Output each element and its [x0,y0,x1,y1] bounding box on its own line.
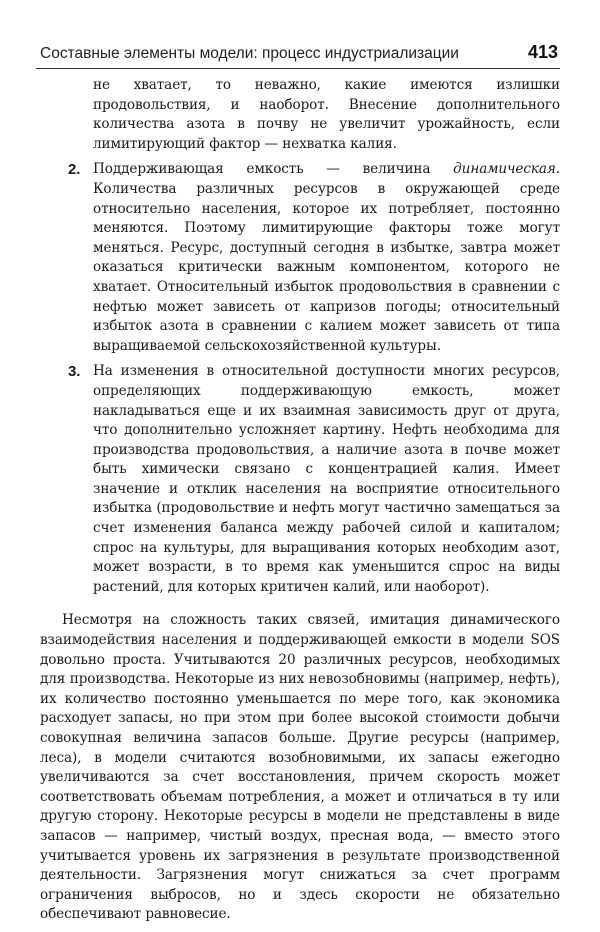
list-item-body: Количества различных ресурсов в окружающей среде относительно населения, которое их потребляет, постоянно меняются. Поэтому лимитирующие факторы тоже могут меняться. Ресурс, доступный сегодня в избытке, завтра может оказаться критически важным компонентом, которого не хватает. Относительный избыток продовольствия в сравнении с нефтью может зависеть от капризов погоды; относительный избыток азота в сравнении с калием может зависеть от типа выращиваемой сельскохозяйственной культуры. [93,180,560,354]
body-text [40,76,560,925]
running-title: Составные элементы модели: процесс индустриализации [40,45,459,62]
emphasis-text: динамическая. [453,161,560,178]
list-number: 3. [68,363,81,381]
list-item-2 [40,160,560,356]
list-item-3 [40,362,560,597]
page-number: 413 [527,42,558,62]
list-item-text [93,160,560,356]
body-paragraph: Несмотря на сложность таких связей, имитация динамического взаимодействия населения и поддерживающей емкости в модели SOS довольно проста. Учитываются 20 различных ресурсов, необходимых для производства. Некоторые из них невозобновимы (например, нефть), их количество постоянно уменьшается по мере того, как экономика расходует запасы, но при этом при более высокой стоимости добычи совокупная величина запасов больше. Другие ресурсы (например, леса), в модели считаются возобновимыми, их запасы ежегодно увеличиваются за счет восстановления, причем скорость может соответствовать объемам потребления, а может и отличаться в ту или другую сторону. Некоторые ресурсы в модели не представлены в виде запасов — например, чистый воздух, пресная вода, — вместо этого учитывается уровень их загрязнения в результате производственной деятельности. Загрязнения могут снижаться за счет программ ограничения выбросов, но и здесь скорости не обязательно обеспечивают равновесие. [40,612,560,923]
list-item-text [93,362,560,597]
list-number: 2. [68,161,81,179]
list-item-lead: Поддерживающая емкость — величина [93,161,454,178]
page-header [36,42,560,69]
list-item-body: На изменения в относительной доступности многих ресурсов, определяющих поддерживающую емкость, может накладываться еще и их взаимная зависимость друг от друга, что дополнительно усложняет картину. Нефть необходима для производства продовольствия, а наличие азота в почве может быть химически связано с концентрацией калия. Имеет значение и отклик населения на восприятие относительного избытка (продовольствие и нефть могут частично замещаться за счет изменения баланса между рабочей силой и капиталом; спрос на культуры, для выращивания которых необходим азот, может возрасти, в то время как уменьшится спрос на виды растений, для которых критичен калий, или наоборот). [93,363,560,595]
list-continuation-text: не хватает, то неважно, какие имеются излишки продовольствия, и наоборот. Внесение дополнительного количества азота в почву не увеличит урожайность, если лимитирующий фактор — нехватка калия. [93,77,560,152]
